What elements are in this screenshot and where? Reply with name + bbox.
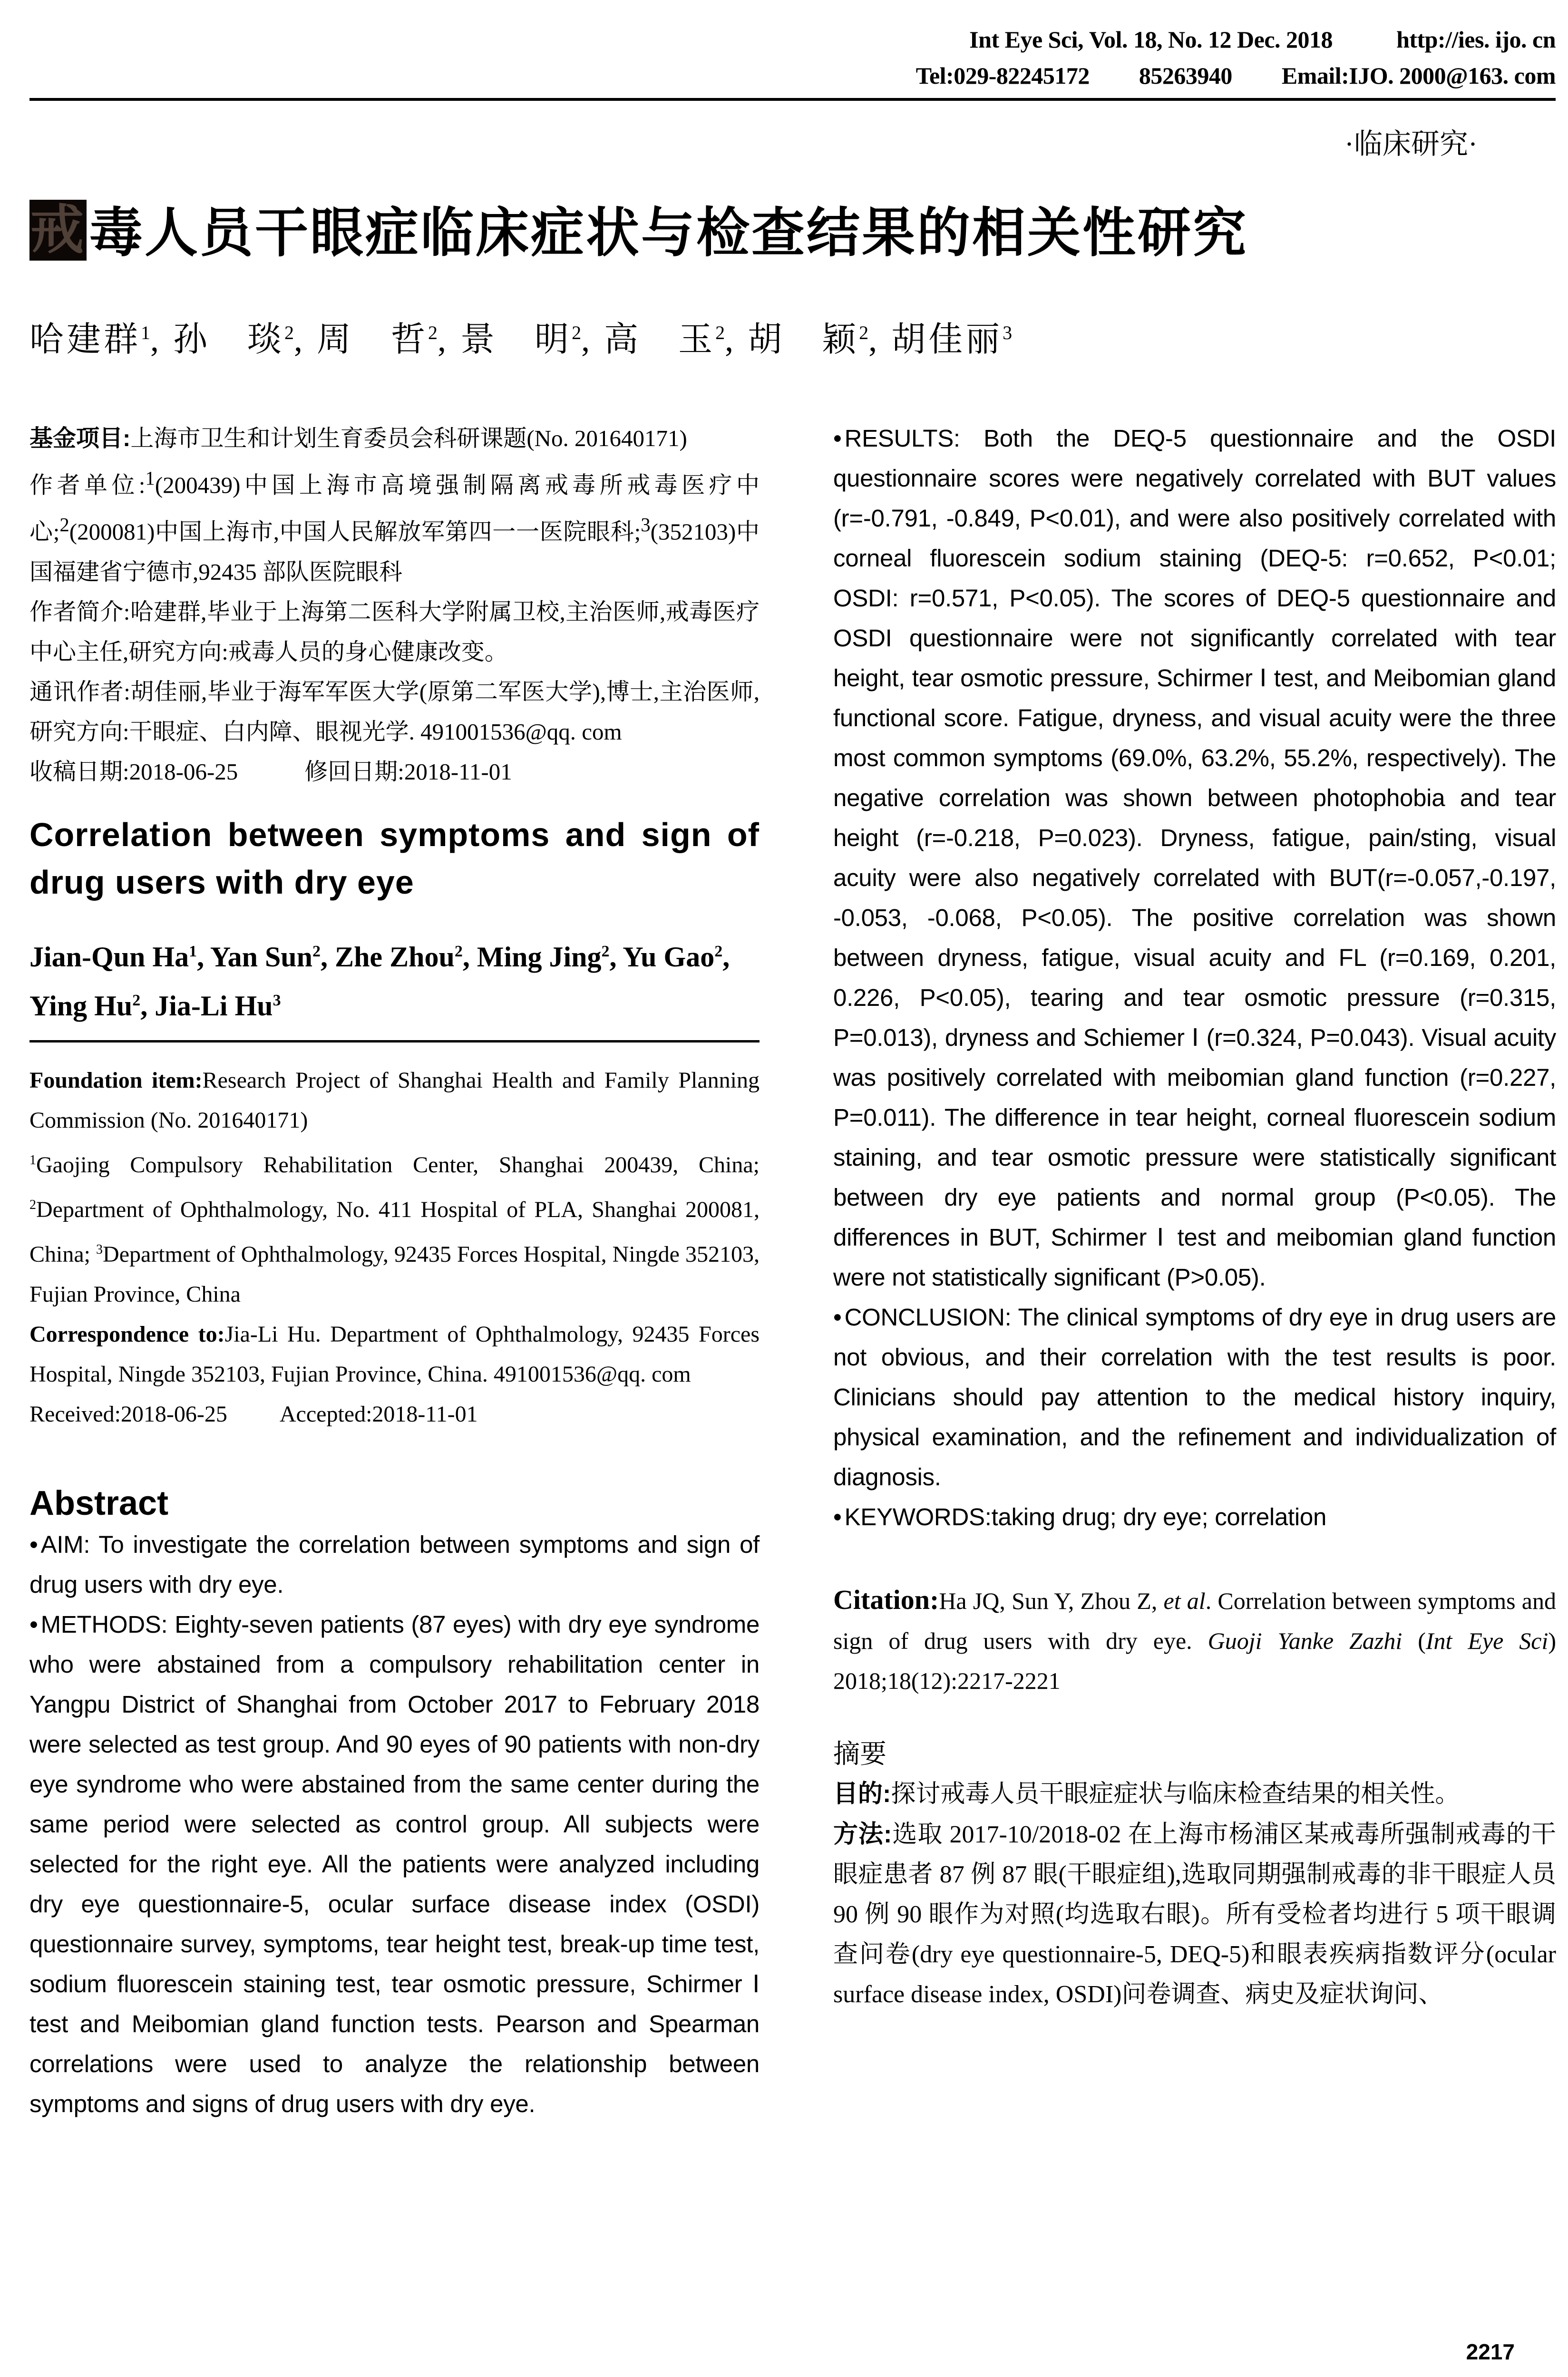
journal-email[interactable]: Email:IJO. 2000@163. com [1281,62,1556,89]
fund-item-cn [29,419,760,458]
author-en: Jia-Li Hu [155,990,273,1022]
journal-url[interactable]: http://ies. ijo. cn [1396,26,1556,53]
corr-text: 胡佳丽,毕业于海军军医大学(原第二军医大学),博士,主治医师,研究方向:干眼症、白内障、眼视光学. 491001536@qq. com [29,678,760,745]
label: 修回日期: [304,758,404,785]
citation-ref: 2018;18(12):2217-2221 [833,1667,1061,1694]
page-number: 2217 [1466,2339,1515,2364]
authors-cn: 哈建群$^1$, 孙 琰$^2$, 周 哲$^2$, 景 明$^2$, 高 玉$^2$, 胡 颖$^2$, 胡佳丽$^3$ [29,321,1013,359]
telephone-2: 85263940 [1139,62,1232,89]
revised-date: 2018-11-01 [404,758,512,785]
methods-text: Eighty-seven patients (87 eyes) with dry eye syndrome who were abstained from a compulsory rehabilitation center in Yangpu District of Shanghai from October 2017 to February 2018 were selected as test group. And 90 eyes of 90 patients with non-dry eye syndrome who were abstained from the same center during the same period were selected as control group. All subjects were selected for the right eye. All the patients were analyzed including dry eye questionnaire-5, ocular surface disease index (OSDI) questionnaire survey, symptoms, tear height test, break-up time test, sodium fluorescein staining test, tear osmotic pressure, Schirmer Ⅰ test and Meibomian gland function tests. Pearson and Spearman correlations were used to analyze the relationship between symptoms and signs of drug users with dry eye. [29,1610,760,2117]
affiliation-1: (200439)中国上海市高境强制隔离戒毒所戒毒医疗中心; [29,472,760,545]
results-text: Both the DEQ-5 questionnaire and the OSDI questionnaire scores were negatively correlated with BUT values (r=-0.791, -0.849, P<0.01), and were also positively correlated with corneal fluorescein sodium staining (DEQ-5: r=0.652, P<0.01; OSDI: r=0.571, P<0.05). The scores of DEQ-5 questionnaire and OSDI questionnaire were not significantly correlated with tear height, tear osmotic pressure, Schirmer Ⅰ test, and Meibomian gland functional score. Fatigue, dryness, and visual acuity were the three most common symptoms (69.0%, 63.2%, 55.2%, respectively). The negative correlation was shown between photophobia and tear height (r=-0.218, P=0.023). Dryness, fatigue, pain/sting, visual acuity were also negatively correlated with BUT(r=-0.057,-0.197, -0.053, -0.068, P<0.05). The positive correlation was shown between dryness, fatigue, visual acuity and FL (r=0.169, 0.201, 0.226, P<0.05), tearing and tear osmotic pressure (r=0.315, P=0.013), dryness and Schiemer Ⅰ (r=0.324, P=0.043). Visual acuity was positively correlated with meibomian gland function (r=0.227, P=0.011). The difference in tear height, corneal fluorescein sodium staining, and tear osmotic pressure were statistically significant between dry eye patients and normal group (P<0.05). The differences in BUT, Schirmer Ⅰ test and meibomian gland function were not statistically significant (P>0.05). [833,425,1556,1291]
label: 作者单位: [29,472,146,498]
bullet-icon: • [833,425,842,452]
section-tag: ·临床研究· [1344,128,1478,160]
affiliation-mark: 2 [132,991,141,1009]
affiliation-mark: 1 [189,942,197,960]
label: Correspondence to: [29,1321,225,1347]
en-metadata [29,1061,760,1434]
issue-date: No. 12 Dec. 2018 [1168,26,1333,53]
cn-abstract-aim [833,1774,1556,1814]
label: 方法: [833,1821,892,1848]
abstract-methods [29,1605,760,2124]
fund-text: 上海市卫生和计划生育委员会科研课题(No. 201640171) [130,425,687,451]
header-divider [29,98,1556,101]
bullet-icon: • [29,1610,38,1638]
title-rest: 毒人员干眼症临床症状与检查结果的相关性研究 [89,203,1248,263]
author-en: Yu Gao [623,941,715,973]
author-cn: 孙 琰 [173,321,285,359]
journal-name: Guoji Yanke Zazhi [1208,1627,1402,1654]
author-cn: 高 玉 [604,321,716,359]
bullet-icon: • [833,1304,842,1331]
label: Citation: [833,1584,939,1615]
author-bio-cn [29,592,760,672]
article-title-en: Correlation between symptoms and sign of drug users with dry eye [29,816,760,901]
author-cn: 周 哲 [317,321,429,359]
right-column [833,419,1556,2015]
received-date: 2018-06-25 [129,758,238,785]
abstract-body-right [833,419,1556,1537]
affiliation-mark: 2 [454,942,463,960]
label: 收稿日期: [29,758,129,785]
bullet-icon: • [833,1503,842,1530]
affiliations-cn: 作者单位:$^1$(200439)中国上海市高境强制隔离戒毒所戒毒医疗中心;$^2$(200081)中国上海市,中国人民解放军第四一一医院眼科;$^3$(352103)中国福建省宁德市,92435 部队医院眼科 [29,468,760,585]
label: 作者简介: [29,598,130,625]
author-cn: 哈建群 [29,321,141,359]
corr-text: Jia-Li Hu. Department of Ophthalmology, 92435 Forces Hospital, Ningde 352103, Fujian Province, China. 491001536@qq. com [29,1321,760,1387]
label: RESULTS: [844,425,960,452]
telephone: Tel:029-82245172 [915,62,1090,89]
affiliation-mark: 3 [273,991,281,1009]
article-title-cn [29,200,1248,266]
keywords-text: taking drug; dry eye; correlation [991,1503,1327,1530]
affiliation-3: (352103)中国福建省宁德市,92435 部队医院眼科 [29,518,760,585]
affiliation-2: Department of Ophthalmology, No. 411 Hospital of PLA, Shanghai 200081, China; [29,1197,760,1267]
label: METHODS: [40,1610,168,1638]
citation-authors: Ha JQ, Sun Y, Zhou Z, [939,1588,1164,1614]
author-cn: 胡佳丽 [891,321,1003,359]
correspondence-en [29,1315,760,1394]
section-divider [29,1040,760,1042]
abstract-keywords [833,1497,1556,1537]
label: 基金项目: [29,426,131,451]
affiliation-mark: 2 [714,942,723,960]
received-date: Received:2018-06-25 [29,1401,227,1427]
affiliation-mark: 1 [141,322,151,343]
aim-text: To investigate the correlation between symptoms and sign of drug users with dry eye. [29,1530,760,1598]
author-en: Ying Hu [29,990,133,1022]
label: CONCLUSION: [844,1304,1012,1331]
affiliation-1: Gaojing Compulsory Rehabilitation Center, Shanghai 200439, China; [36,1152,760,1178]
authors-en: Jian-Qun Ha$^1$, Yan Sun$^2$, Zhe Zhou$^2$, Ming Jing$^2$, Yu Gao$^2$, Ying Hu$^2$, Jia-Li Hu$^3$ [29,941,730,1022]
bio-text: 哈建群,毕业于上海第二医科大学附属卫校,主治医师,戒毒医疗中心主任,研究方向:戒毒人员的身心健康改变。 [29,598,760,665]
author-en: Jian-Qun Ha [29,941,189,973]
volume: Vol. 18 [1089,26,1157,53]
cn-abstract-heading: 摘要 [833,1739,886,1769]
affiliation-mark: 2 [601,942,610,960]
methods-text: 选取 2017-10/2018-02 在上海市杨浦区某戒毒所强制戒毒的干眼症患者 87 例 87 眼(干眼症组),选取同期强制戒毒的非干眼症人员 90 例 90 眼作为对照(均选取右眼)。所有受检者均进行 5 项干眼调查问卷(dry eye questionnaire-5, DEQ-5)和眼表疾病指数评分(ocular surface disease index, OSDI)问卷调查、病史及症状询问、 [833,1821,1556,2008]
aim-text: 探讨戒毒人员干眼症症状与临床检查结果的相关性。 [891,1781,1460,1808]
label: 目的: [833,1780,891,1808]
journal-name-en: Int Eye Sci [1425,1627,1549,1654]
author-cn: 景 明 [460,321,572,359]
label: AIM: [40,1530,90,1558]
affiliations-en: $^1$Gaojing Compulsory Rehabilitation Center, Shanghai 200439, China; $^2$Department of Ophthalmology, No. 411 Hospital of PLA, Shanghai 200081, China; $^3$Department of Ophthalmology, 92435 Forces Hospital, Ningde 352103, Fujian Province, China [29,1152,760,1307]
accepted-date: Accepted:2018-11-01 [279,1401,478,1427]
running-header-line1: Int Eye Sci, Vol. 18, No. 12 Dec. 2018 http://ies. ijo. cn [969,23,1556,56]
label: KEYWORDS: [844,1503,992,1530]
author-en: Yan Sun [210,941,313,973]
bullet-icon: • [29,1530,38,1558]
author-en: Ming Jing [477,941,602,973]
label: Foundation item: [29,1067,203,1093]
affiliation-mark: 2 [715,322,725,343]
abstract-aim [29,1525,760,1605]
author-en: Zhe Zhou [335,941,455,973]
dates-en [29,1394,760,1434]
title-initial-char: 戒 [30,200,86,260]
foundation-item-en [29,1061,760,1140]
label: 通讯作者: [29,678,130,705]
citation: Citation:Ha JQ, Sun Y, Zhou Z, et al. Correlation between symptoms and sign of drug users with dry eye. Guoji Yanke Zazhi (Int Eye Sci) 2018;18(12):2217-2221 [833,1584,1556,1694]
affiliation-mark: 2 [859,322,869,343]
affiliation-3: Department of Ophthalmology, 92435 Forces Hospital, Ningde 352103, Fujian Province, China [29,1241,760,1307]
affiliation-mark: 2 [284,322,294,343]
abstract-conclusion [833,1297,1556,1497]
author-cn: 胡 颖 [748,321,859,359]
abstract-heading: Abstract [29,1484,169,1522]
journal-abbrev: Int Eye Sci [969,26,1078,53]
left-column [29,419,760,2124]
affiliation-mark: 2 [312,942,321,960]
dates-cn [29,752,760,792]
corresponding-author-cn [29,672,760,752]
fund-text: Research Project of Shanghai Health and Family Planning Commission (No. 201640171) [29,1067,760,1133]
conclusion-text: The clinical symptoms of dry eye in drug users are not obvious, and their correlation with the test results is poor. Clinicians should pay attention to the medical history inquiry, physical examination, and the refinement and individualization of diagnosis. [833,1304,1556,1490]
abstract-body-left [29,1525,760,2124]
affiliation-mark: 3 [1003,322,1013,343]
cn-abstract-methods [833,1814,1556,2015]
running-header-line2 [916,59,1556,92]
cn-abstract [833,1774,1556,2015]
cn-metadata [29,419,760,792]
affiliation-mark: 2 [572,322,582,343]
abstract-results [833,419,1556,1297]
affiliation-mark: 2 [428,322,438,343]
affiliation-2: (200081)中国上海市,中国人民解放军第四一一医院眼科; [69,518,641,545]
et-al: et al [1163,1588,1206,1614]
citation-title: . Correlation between symptoms and sign of drug users with dry eye. [833,1588,1556,1654]
